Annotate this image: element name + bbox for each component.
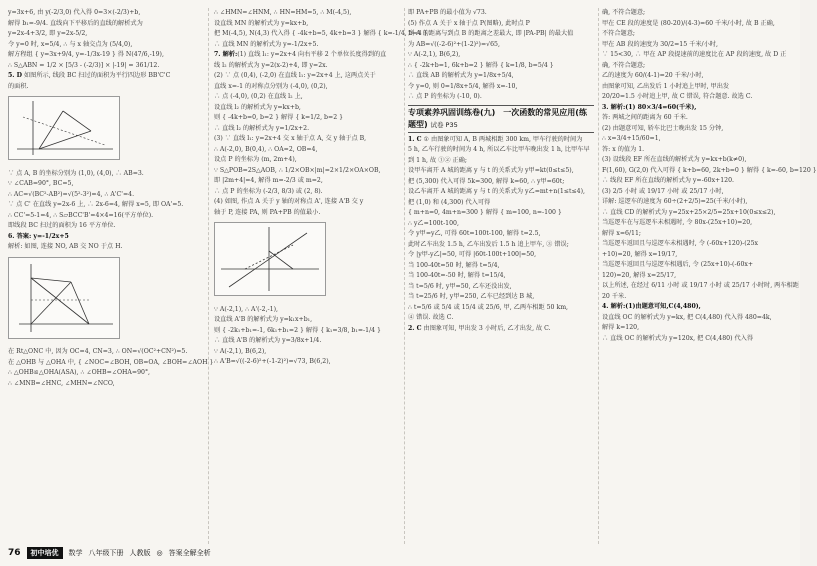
geometry-figure [8, 96, 120, 160]
text-line: (5) 作点 A 关于 x 轴于点 P(图略), 此时点 P [408, 19, 530, 27]
text-line: ∴ 点 P 的坐标为 (-2/3, 8/3) 或 (2, 8). [214, 187, 323, 195]
text-line: ∴ ∠HMN=∠HNM, ∴ HN=HM=5, ∴ M(-4,5), [214, 9, 352, 16]
text-line: 到 1 h, 故 ①② 正确; [408, 156, 467, 164]
text-line: 不符合题意; [602, 30, 636, 37]
text-line: ∴ 线段 EF 所在直线的解析式为 y=-60x+120. [602, 177, 735, 184]
text-line: 当 100-40t=50 时, 解得 t=5/4, [408, 261, 500, 269]
text-line: 到 A 的距离与到点 B 的距离之差最大, 即 |PA-PB| 的最大值 [408, 30, 574, 37]
text-line: ∵ ∠CAB=90°, BC=5, [8, 180, 74, 187]
text-line: 120)=20, 解得 x=25/17, [602, 271, 677, 279]
text-line: ∴ 直线 MN 的解析式为 y=-1/2x+5. [214, 40, 319, 48]
text-line: 20/20=1.5 小时追上甲, 故 C 错误, 符合题意. 故选 C. [602, 93, 753, 100]
text-line: 设直线 A'B 的解析式为 y=k₁x+b₁, [214, 316, 313, 323]
text-line: 把 (5,300) 代入可得 5k=300, 解得 k=60, ∴ y甲=60t; [408, 177, 565, 185]
text-line: 轴于 P, 连接 PA, 则 PA+PB 的值最小. [214, 208, 321, 216]
text-line: 解得 k=120, [602, 324, 640, 331]
text-line: ∴ 直线 OC 的解析式为 y=120x, 把 C(4,480) 代入得 [602, 334, 754, 342]
text-line: 此时乙车出发 1.5 h, 乙车出发后 1.5 h 追上甲车, ③ 错误; [408, 240, 569, 248]
dot-icon: ◎ [156, 549, 163, 557]
brand-label: 初中培优 [27, 547, 63, 559]
text-line: 当巡逻车返回且与巡逻车相遇后, 令 (25x+10)-(-60x+ [602, 261, 754, 268]
text-line: 当 t=25/6 时, y甲=250, 乙车已经到达 B 城, [408, 293, 535, 300]
text-line: (2) 由题意可知, 轿车比巴士晚出发 15 分钟, [602, 124, 724, 132]
text-line: (2) ∵ 点 (0,4), (-2,0) 在直线 l₁: y=2x+4 上, 这两点关于 [214, 72, 376, 79]
question-number: 1. C [408, 135, 422, 143]
text-line: y=2x-4+3/2, 即 y=2x-5/2, [8, 30, 88, 37]
question-number: 3. 解析:(1) 80×3/4=60(千米), [602, 103, 697, 111]
text-line: ∴ 直线 CD 的解析式为 y=25x+25×2/5=25x+10(0≤x≤2), [602, 208, 776, 216]
text-line: ∴ { -2k+b=1, 6k+b=2 } 解得 { k=1/8, b=5/4 } [408, 61, 554, 69]
text-line: 在 Rt△ONC 中, 因为 OC=4, CN=3, ∴ ON=√(OC²+CN²)=5. [8, 348, 188, 355]
question-number: 5. D [8, 72, 22, 79]
text-line: ④ 错误. 故选 C. [408, 314, 454, 321]
text-line: 乙的速度为 60/(4-1)=20 千米/小时, [602, 72, 704, 79]
text-line: 答: x 的值为 1. [602, 145, 645, 153]
page-number: 76 [8, 548, 21, 558]
text-line: ∴ y乙=100t-100, [408, 219, 459, 227]
section-title: 专项素养巩固训练卷(九) 一次函数的常见应用(练题型) [408, 107, 587, 129]
text-line: 即 |2m+4|=4, 解得 m=-2/3 或 m=2, [214, 177, 323, 184]
text-line: 甲在 CE 段的速度是 (80-20)/(4-3)=60 千米/小时, 故 B 正确, [602, 19, 775, 27]
text-line: ∵ A(-2,1), ∴ A'(-2,-1), [214, 305, 278, 313]
text-line: 则 { -4k+b=0, b=2 } 解得 { k=1/2, b=2 } [214, 114, 344, 121]
text-line: 设点 P 的坐标为 (m, 2m+4), [214, 156, 297, 163]
section-heading [408, 105, 594, 133]
text-line: 令 y甲=y乙, 可得 60t=100t-100, 解得 t=2.5, [408, 230, 541, 237]
text-line: 设乙车离开 A 城的距离 y 与 t 的关系式为 y乙=mt+n(1≤t≤4), [408, 188, 585, 195]
text-line: 确, 不符合题意; [602, 9, 646, 16]
page-footer [8, 546, 211, 560]
text-line: ∴ A(-2,0), B(0,4), ∴ OA=2, OB=4, [214, 145, 318, 153]
text-line: 即 PA+PB 的最小值为 √73. [408, 9, 487, 16]
column-divider [208, 8, 209, 544]
text-line: 甲在 AB 段的速度为 30/2=15 千米/小时, [602, 40, 718, 48]
text-line: 令 y=0, 则 0=1/8x+5/4, 解得 x=-10, [408, 82, 518, 90]
text-line: ∵ A(-2,1), B(6,2), [408, 51, 461, 58]
text-line: ∴ 直线 A'B 的解析式为 y=3/8x+1/4. [214, 337, 322, 344]
text-line: 7. 解析:(1) 直线 l₁: y=2x+4 向右平移 2 个单位长度得到的直 [214, 51, 387, 58]
text-line: F(1,60), G(2,0) 代入可得 { k+b=60, 2k+b=0 } 解得 { k=-60, b=120 } [602, 166, 817, 174]
text-line: ∴ t=5/6 或 5/4 或 15/4 或 25/6, 甲, 乙两车相距 50 km, [408, 303, 569, 311]
text-line: ∴ △OHB≌△OHA(ASA), ∴ ∠OHB=∠OHA=90°, [8, 369, 151, 376]
text-line: ∴ 直线 l₂ 的解析式为 y=1/2x+2. [214, 124, 310, 132]
text-line: 设直线 MN 的解析式为 y=kx+b, [214, 19, 309, 27]
geometry-figure [214, 222, 326, 296]
text-line: 即线段 BC 扫过的面积为 16 平方单位. [8, 222, 116, 229]
text-line: 把 M(-4,5), N(4,3) 代入得 { -4k+b=5, 4k+b=3 } 解得 { k=-1/4, b=4 } [214, 30, 428, 37]
text-line: ∴ 点 (-4,0), (0,2) 在直线 l₂ 上, [214, 93, 303, 100]
text-line: { m+n=0, 4m+n=300 } 解得 { m=100, n=-100 } [408, 209, 562, 216]
text-line: 5 h, 乙车行驶的时间为 4 h, 所以乙车比甲车晚出发 1 h, 比甲车早 [408, 146, 590, 153]
text-line: 则 { -2k₁+b₁=-1, 6k₁+b₁=2 } 解得 { k₁=3/8, b₁=-1/4 } [214, 326, 381, 334]
text-line: 当巡逻车返回且与巡逻车未相遇时, 令 (-60x+120)-(25x [602, 240, 759, 247]
text-line: 以上所述, 在经过 6/11 小时 或 19/17 小时 或 25/17 小时时, 两车相距 [602, 282, 799, 289]
text-line [8, 232, 204, 243]
text-line: ∵ S△POB=2S△AOB, ∴ 1/2×OB×|m|=2×1/2×OA×OB, [214, 166, 381, 174]
text-line: ∵ 15<30, ∴ 甲在 AP 段提速前的速度比在 AP 段的速度, 故 D 正 [602, 51, 787, 58]
text-line: ∵ 点 A, B 的坐标分别为 (1,0), (4,0), ∴ AB=3. [8, 169, 144, 177]
text-line: 确, 不符合题意; [602, 61, 646, 69]
text-line: 解方程组 { y=3x+9/4, y=-1/3x-19 } 得 N(47/6,-19), [8, 51, 164, 58]
tail-label: 答案全解全析 [168, 549, 211, 557]
text-line: ∴ A'B=√((-2-6)²+(-1-2)²)=√73, B(6,2), [214, 358, 331, 365]
text-line: 把 (1,0) 和 (4,300) 代入可得 [408, 198, 491, 206]
text-line: ∴ x=3/4+15/60=1, [602, 135, 661, 142]
grade-label: 八年级下册 [88, 549, 124, 557]
text-line: +10)=20, 解得 x=19/17, [602, 250, 678, 258]
edition-label: 人教版 [129, 549, 151, 557]
text-line [602, 302, 792, 313]
question-number: 6. 答案: y=-1/2x+5 [8, 232, 69, 240]
text-line: (4) 如图, 作点 A 关于 y 轴的对称点 A', 连接 A'B 交 y [214, 198, 364, 205]
text-line: ∵ 点 C' 在直线 y=2x-6 上, ∴ 2x-6=4, 解得 x=5, 即 OA'=5. [8, 201, 184, 208]
text-line: ∴ CC'=5-1=4, ∴ S▱BCC'B'=4×4=16(平方单位). [8, 211, 154, 219]
text-line: 令 |y甲-y乙|=50, 可得 |60t-100t+100|=50, [408, 251, 537, 258]
text-line: y=3x+6, 由 y(-2/3,0) 代入得 0=3×(-2/3)+b, [8, 9, 141, 16]
text-line: 20 千米. [602, 292, 627, 300]
text-line: 当 t=5/6 时, y甲=50, 乙车还没出发, [408, 282, 512, 290]
text-line: ∴ ∠MNB=∠HNC, ∠MHN=∠NCO, [8, 379, 115, 387]
question-number: 7. 解析: [214, 51, 238, 58]
text-line: 1. C ① 由图象可知 A, B 两城相距 300 km, 甲车行驶的时间为 [408, 135, 583, 143]
text-line: 线 l₂ 的解析式为 y=2(x-2)+4, 即 y=2x. [214, 61, 328, 69]
text-line: 设直线 l₂ 的解析式为 y=kx+b, [214, 103, 301, 111]
text-line: 在 △OHB 与 △OHA 中, { ∠NOC=∠BOH, OB=OA, ∠BOH=∠AOH } [8, 358, 214, 366]
text-line: ∴ AC=√(BC²-AB²)=√(5²-3²)=4, ∴ A'C'=4. [8, 190, 135, 198]
text-line: 令 y=0 时, x=5/4, ∴ 与 x 轴交点为 (5/4,0), [8, 40, 133, 48]
text-line: (3) 2/5 小时 或 19/17 小时 或 25/17 小时, [602, 187, 724, 195]
geometry-figure [8, 257, 120, 339]
text-line: 由图象可知, 乙出发后 1 小时追上甲时, 甲出发 [602, 82, 730, 90]
text-line: 当巡逻车在与巡逻车未相遇时, 令 80x-(25x+10)=20, [602, 219, 753, 226]
column-4 [602, 8, 817, 544]
text-line: 解得 x=6/11; [602, 229, 641, 237]
text-line: (3) 设线段 EF 所在直线的解析式为 y=kx+b(k≠0), [602, 156, 747, 163]
text-line: 为 AB=√((-2-6)²+(1-2)²)=√65, [408, 40, 500, 48]
section-ref: 试卷 P35 [430, 120, 458, 129]
column-divider [598, 8, 599, 544]
text-line: ∵ A(-2,1), B(6,2), [214, 347, 267, 355]
text-line: 当 100-40t=-50 时, 解得 t=15/4, [408, 272, 506, 279]
text-line: 设直线 OC 的解析式为 y=kx, 把 C(4,480) 代入得 480=4k, [602, 313, 772, 321]
text-line: 详解: 巡逻车的速度为 60÷(2+2/5)=25(千米/小时), [602, 198, 748, 205]
question-number: 2. C [408, 324, 422, 332]
text-line: 的面积. [8, 82, 29, 90]
text-line: (3) ∵ 直线 l₁: y=2x+4 交 x 轴于点 A, 交 y 轴于点 B, [214, 135, 367, 142]
text-line: ∴ 点 P 的坐标为 (-10, 0). [408, 93, 482, 100]
text-line: 5. D 如图所示, 线段 BC 扫过的面积为平行四边形 BB'C'C [8, 72, 171, 79]
text-line [602, 103, 792, 114]
question-number: 4. 解析:(1)由题意可知,C(4,480), [602, 303, 701, 310]
text-line: ∴ 直线 AB 的解析式为 y=1/8x+5/4, [408, 72, 514, 79]
text-line: ∴ S△ABN = 1/2 × [5/3 - (-2/3)] × |-19| = 361/12. [8, 61, 160, 69]
column-3 [408, 8, 594, 544]
text-line: 答: 两城之间的距离为 60 千米. [602, 114, 688, 121]
text-line: 解析: 如图, 连接 NO, AB 交 NO 于点 H. [8, 243, 123, 250]
text-line: 直线 x=-1 的对称点分别为 (-4,0), (0,2), [214, 82, 328, 90]
column-1 [8, 8, 214, 544]
text-line: 2. C 由图象可知, 甲出发 3 小时后, 乙才出发, 故 C. [408, 324, 551, 332]
text-line: 设甲车离开 A 城的距离 y 与 t 的关系式为 y甲=kt(0≤t≤5), [408, 167, 574, 174]
text-line: 解得 b₁=-9/4. 直线向下平移后的直线的解析式为 [8, 19, 143, 27]
subject-label: 数学 [68, 549, 83, 557]
column-divider [404, 8, 405, 544]
